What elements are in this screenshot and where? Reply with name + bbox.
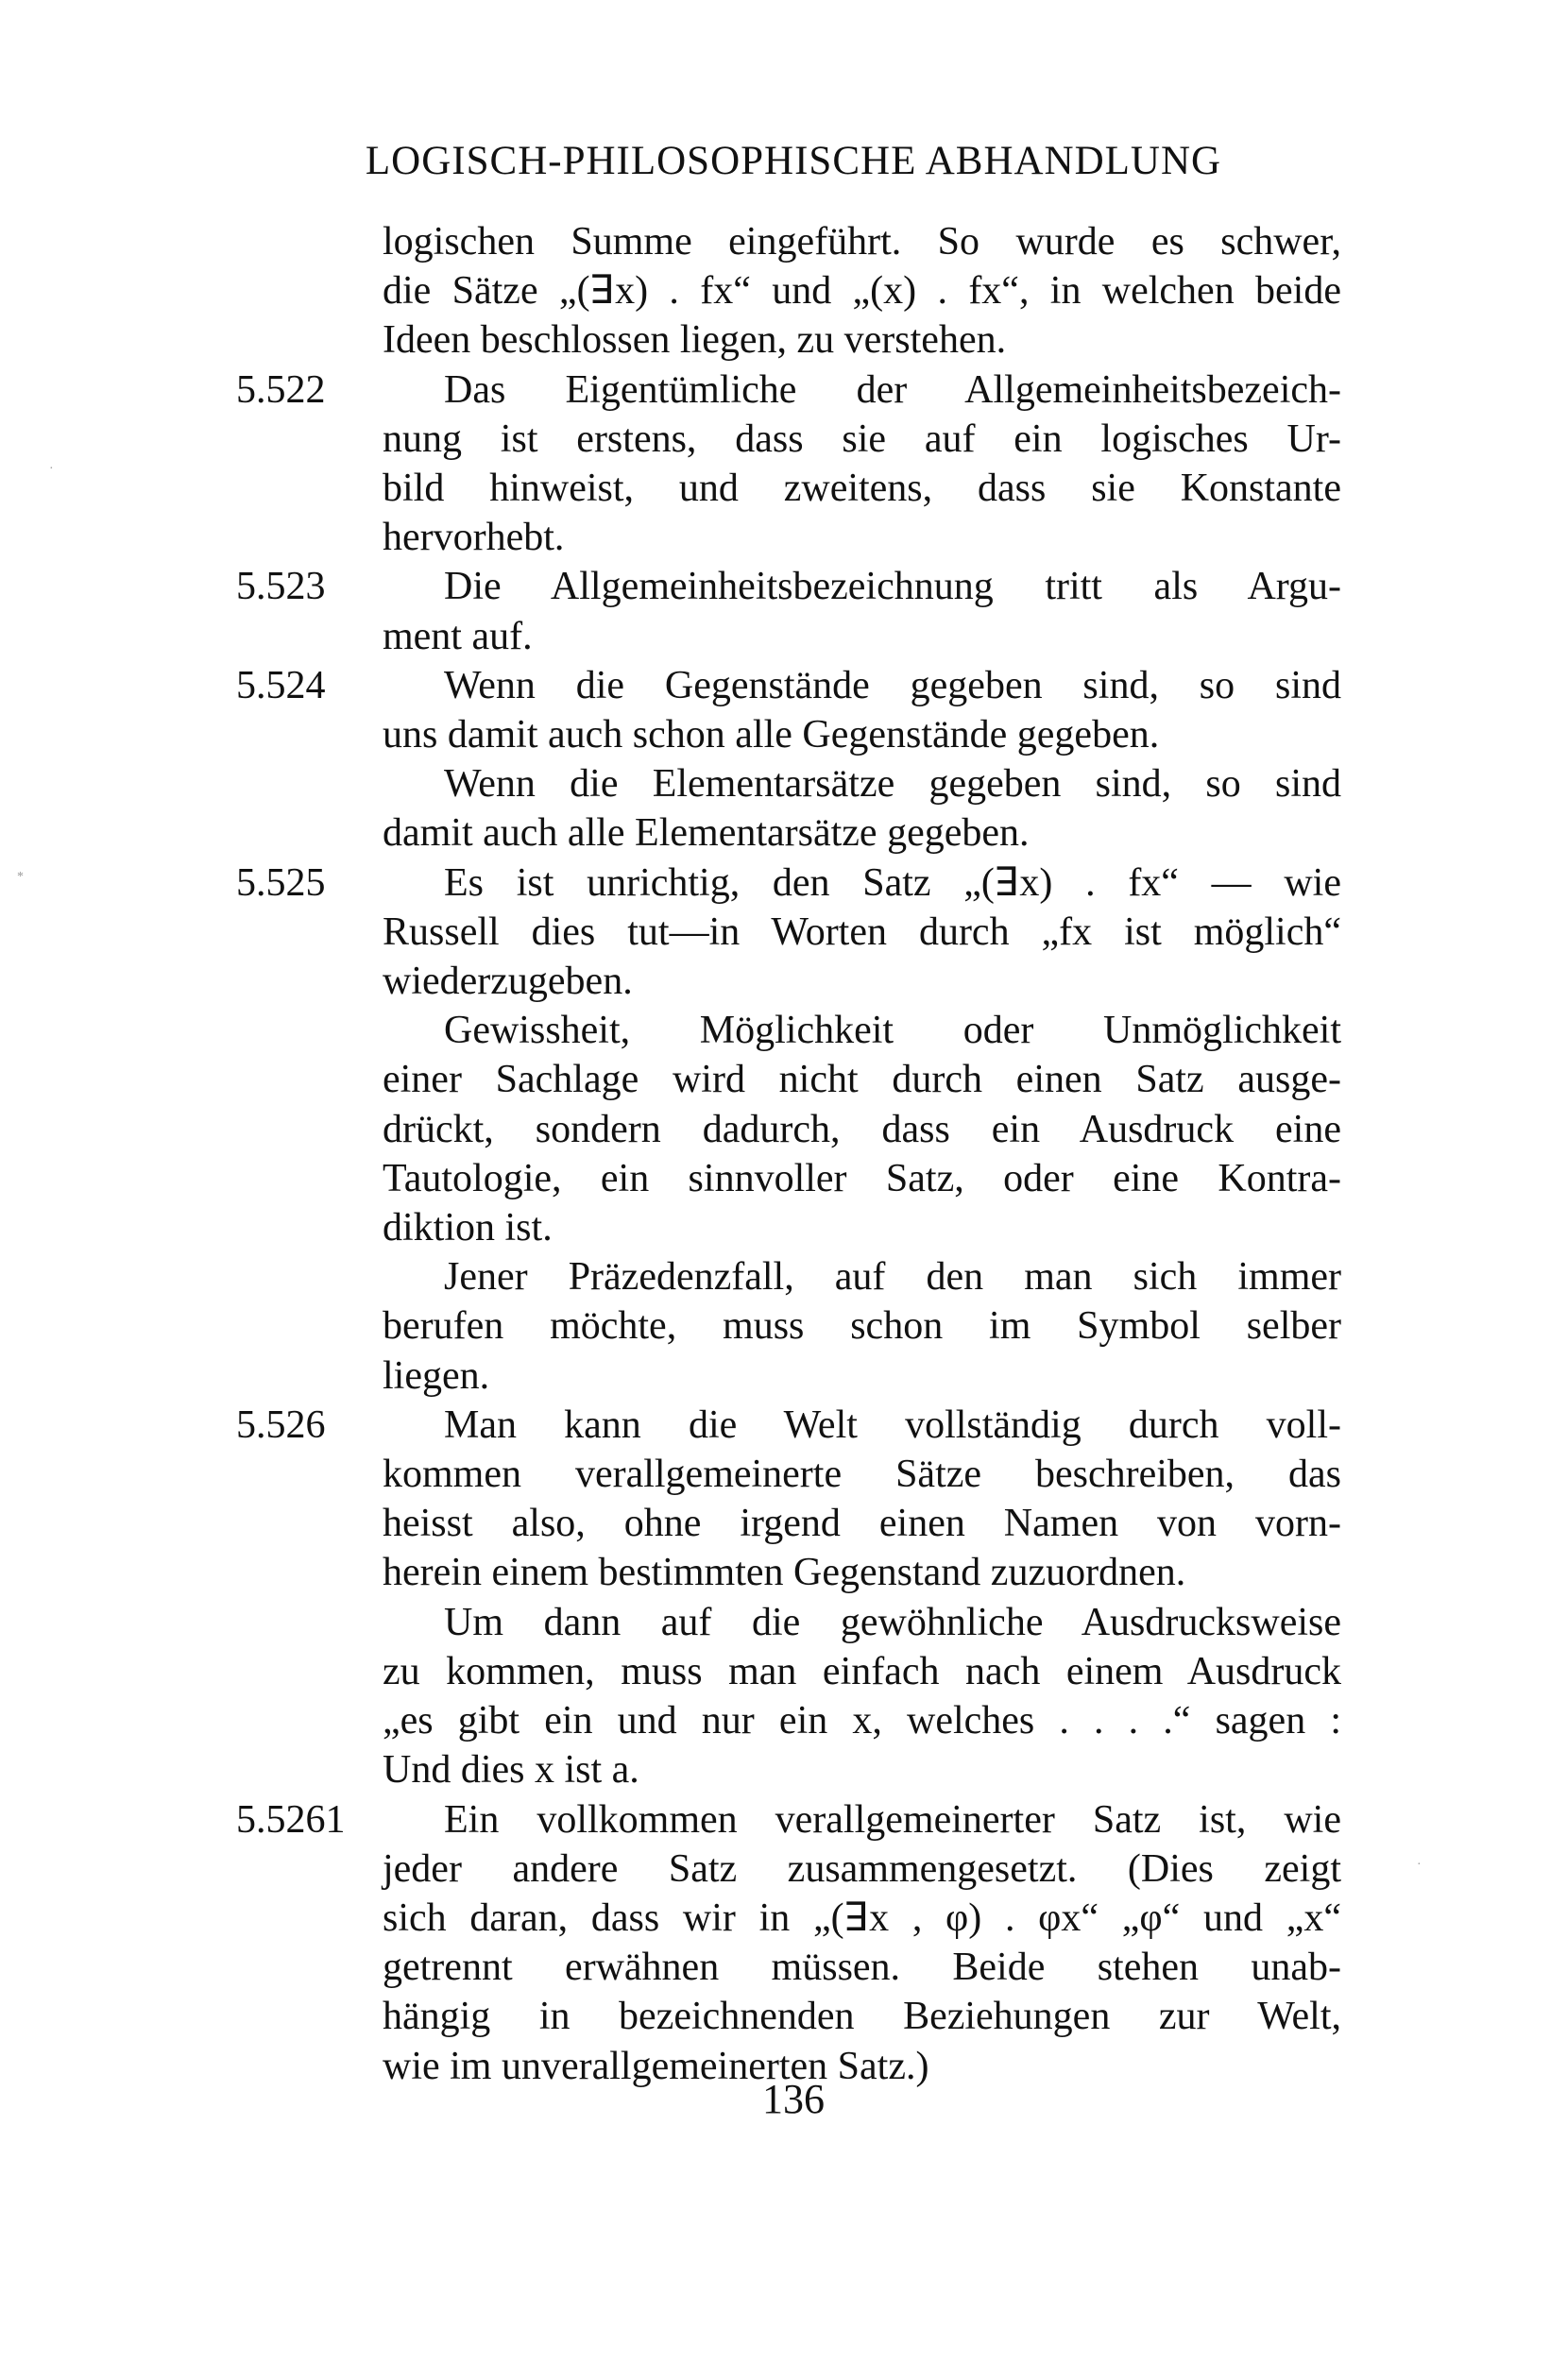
paragraph xyxy=(236,217,1341,366)
text-line: zu kommen, muss man einfach nach einem Ausdruck xyxy=(383,1649,1341,1693)
text-line: „es gibt ein und nur ein x, welches . . . .“ sagen : xyxy=(383,1699,1341,1743)
text-line: drückt, sondern dadurch, dass ein Ausdruck eine xyxy=(383,1107,1341,1151)
text-line: Die Allgemeinheitsbezeichnung tritt als Argu- xyxy=(444,565,1341,609)
text-line: Gewissheit, Möglichkeit oder Unmöglichkeit xyxy=(444,1009,1341,1053)
paragraph xyxy=(236,1252,1341,1401)
text-line: ment auf. xyxy=(383,614,533,658)
margin-speck: · xyxy=(49,462,54,476)
numbered-paragraph xyxy=(236,858,1341,1007)
text-line: diktion ist. xyxy=(383,1206,553,1250)
text-line: Und dies x ist a. xyxy=(383,1748,639,1793)
text-line: bild hinweist, und zweitens, dass sie Konstante xyxy=(383,467,1341,511)
numbered-paragraph xyxy=(236,1795,1341,2091)
text-line: Das Eigentümliche der Allgemeinheitsbezeich- xyxy=(444,367,1341,412)
page-number: 136 xyxy=(762,2076,825,2122)
text-line: Russell dies tut—in Worten durch „fx ist möglich“ xyxy=(383,910,1341,954)
text-line: die Sätze „(ꓱx) . fx“ und „(x) . fx“, in welchen beide xyxy=(383,269,1341,314)
numbered-paragraph xyxy=(236,1401,1341,1598)
text-line: Um dann auf die gewöhnliche Ausdrucksweise xyxy=(444,1600,1341,1644)
numbered-paragraph xyxy=(236,366,1341,563)
paragraph xyxy=(236,1598,1341,1795)
paragraph-number: 5.522 xyxy=(236,367,326,412)
text-line: kommen verallgemeinerte Sätze beschreiben, das xyxy=(383,1453,1341,1497)
paragraph-number: 5.524 xyxy=(236,663,326,707)
text-line: jeder andere Satz zusammengesetzt. (Dies zeigt xyxy=(383,1846,1341,1891)
paragraph-number: 5.526 xyxy=(236,1402,326,1447)
text-line: berufen möchte, muss schon im Symbol selber xyxy=(383,1304,1341,1349)
numbered-paragraph xyxy=(236,661,1341,759)
text-line: getrennt erwähnen müssen. Beide stehen unab- xyxy=(383,1946,1341,1990)
paragraph xyxy=(236,1006,1341,1252)
text-line: einer Sachlage wird nicht durch einen Satz ausge- xyxy=(383,1058,1341,1102)
text-line: wiederzugeben. xyxy=(383,960,633,1004)
text-line: Wenn die Elementarsätze gegeben sind, so sind xyxy=(444,762,1341,807)
text-line: sich daran, dass wir in „(ꓱx , φ) . φx“ „φ“ und „x“ xyxy=(383,1896,1341,1940)
page-body xyxy=(236,217,1341,2091)
paragraph-number: 5.523 xyxy=(236,565,326,609)
text-line: hängig in bezeichnenden Beziehungen zur Welt, xyxy=(383,1995,1341,2039)
text-line: uns damit auch schon alle Gegenstände gegeben. xyxy=(383,713,1160,757)
text-line: wie im unverallgemeinerten Satz.) xyxy=(383,2044,929,2088)
text-line: Es ist unrichtig, den Satz „(ꓱx) . fx“ — wie xyxy=(444,860,1341,905)
text-line: heisst also, ohne irgend einen Namen von vorn- xyxy=(383,1502,1341,1546)
text-line: nung ist erstens, dass sie auf ein logisches Ur- xyxy=(383,416,1341,461)
paragraph xyxy=(236,759,1341,858)
text-line: Man kann die Welt vollständig durch voll- xyxy=(444,1402,1341,1447)
text-line: Wenn die Gegenstände gegeben sind, so sind xyxy=(444,663,1341,707)
running-head: LOGISCH-PHILOSOPHISCHE ABHANDLUNG xyxy=(365,139,1222,183)
paragraph-number: 5.5261 xyxy=(236,1797,346,1842)
text-line: Ideen beschlossen liegen, zu verstehen. xyxy=(383,318,1007,363)
text-line: Ein vollkommen verallgemeinerter Satz ist, wie xyxy=(444,1797,1341,1842)
text-line: Jener Präzedenzfall, auf den man sich immer xyxy=(444,1255,1341,1300)
text-line: damit auch alle Elementarsätze gegeben. xyxy=(383,811,1030,856)
margin-speck: * xyxy=(17,870,24,884)
text-line: liegen. xyxy=(383,1353,490,1398)
text-line: Tautologie, ein sinnvoller Satz, oder eine Kontra- xyxy=(383,1156,1341,1200)
margin-speck: · xyxy=(1417,1858,1422,1872)
text-line: hervorhebt. xyxy=(383,516,565,560)
text-line: herein einem bestimmten Gegenstand zuzuordnen. xyxy=(383,1551,1186,1595)
numbered-paragraph xyxy=(236,562,1341,660)
text-line: logischen Summe eingeführt. So wurde es schwer, xyxy=(383,220,1341,264)
paragraph-number: 5.525 xyxy=(236,860,326,905)
